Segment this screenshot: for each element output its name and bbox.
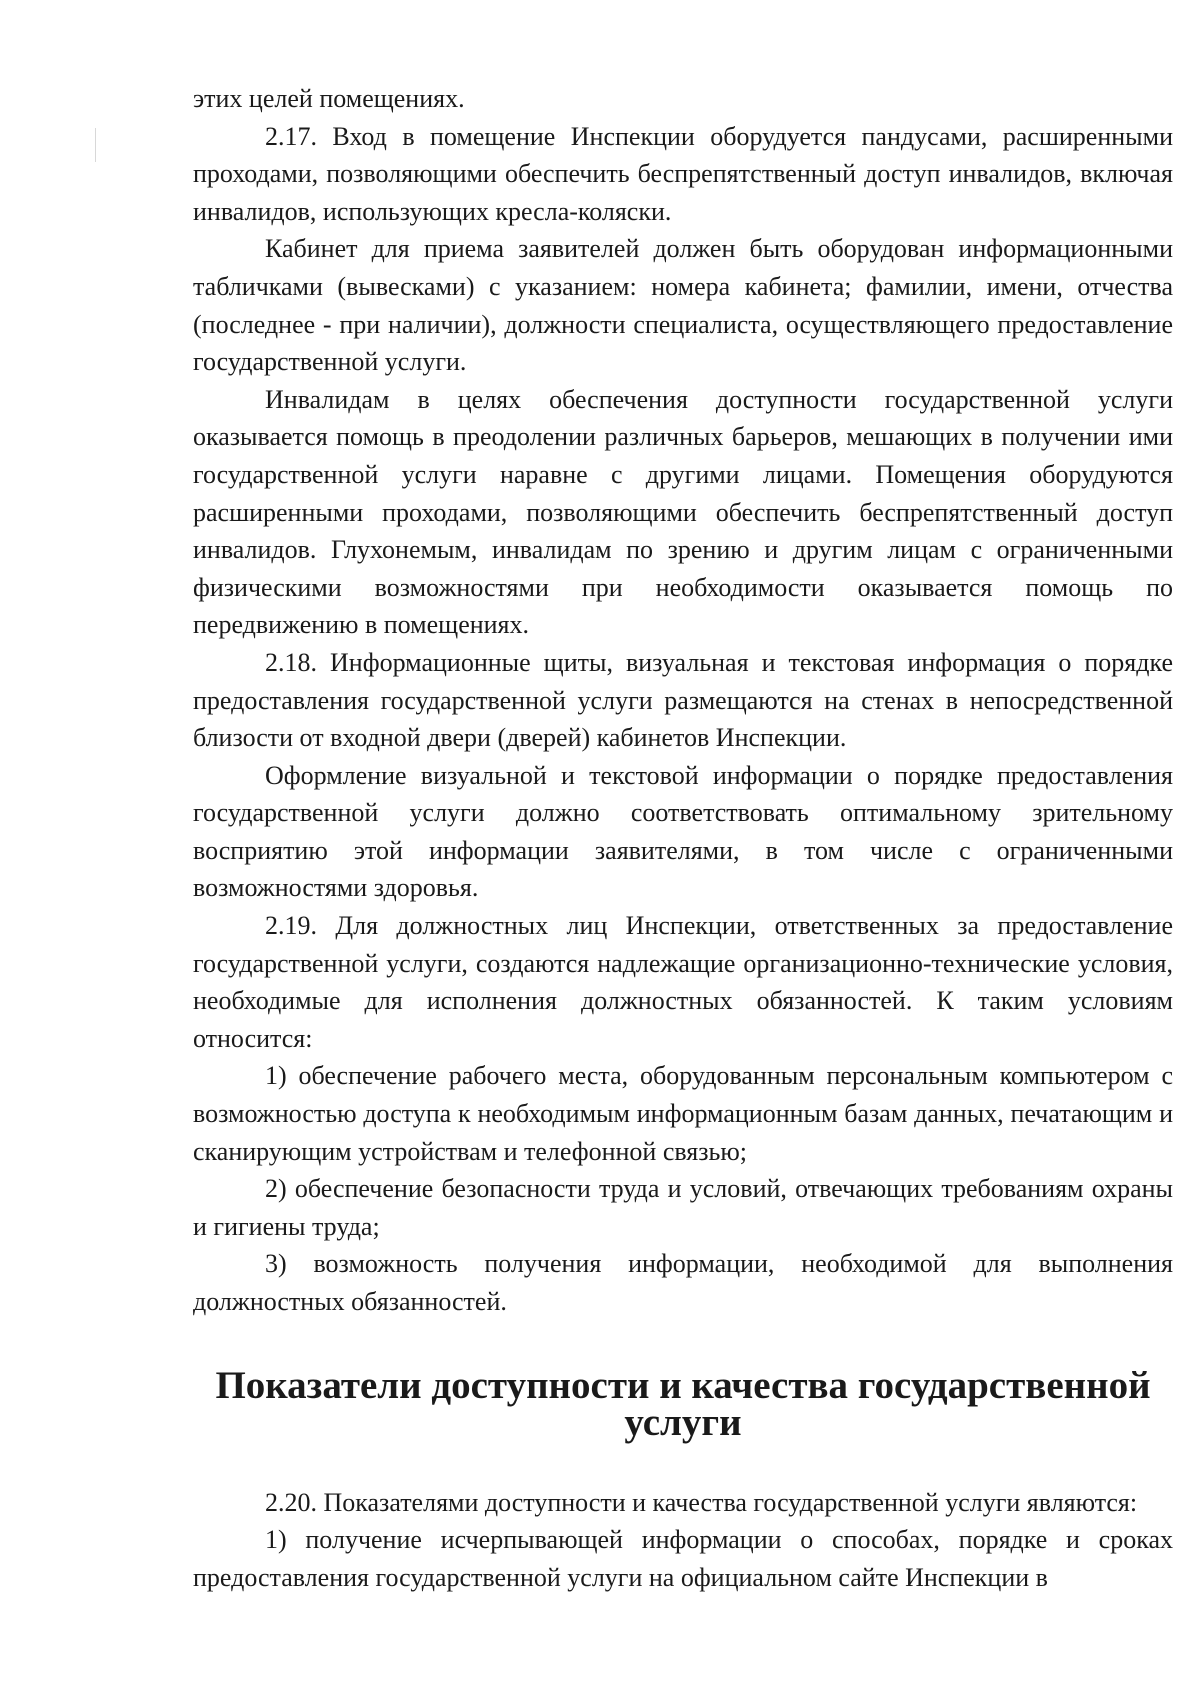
paragraph-continuation: этих целей помещениях. — [193, 84, 465, 113]
paragraph-disabled-assistance: Инвалидам в целях обеспечения доступности государственной услуги оказывается помощь в преодолении различных барьеров, мешающих в получении ими государственной услуги наравне с другими лицами. Помещения оборудуются расширенными проходами, позволяющими обеспечить беспрепятственный доступ инвалидов. Глухонемым, инвалидам по зрению и другим лицам с ограниченными физическими возможностями при необходимости оказывается помощь по передвижению в помещениях. — [193, 384, 1173, 640]
paragraph-2-20: 2.20. Показателями доступности и качества государственной услуги являются: — [265, 1487, 1138, 1517]
section-heading: Показатели доступности и качества государственной услуги — [215, 1363, 1151, 1445]
list-item-3: 3) возможность получения информации, необходимой для выполнения должностных обязанностей. — [193, 1249, 1173, 1316]
scan-margin-mark — [95, 128, 96, 162]
paragraph-2-18: 2.18. Информационные щиты, визуальная и текстовая информация о порядке предоставления государственной услуги размещаются на стенах в непосредственной близости от входной двери (дверей) кабинетов Инспекции. — [193, 647, 1173, 753]
paragraph-office-signage: Кабинет для приема заявителей должен быть оборудован информационными табличками (вывесками) с указанием: номера кабинета; фамилии, имени, отчества (последнее - при наличии), должности специалиста, осуществляющего предоставление государственной услуги. — [193, 234, 1173, 377]
list-item-2: 2) обеспечение безопасности труда и условий, отвечающих требованиям охраны и гигиены труда; — [193, 1174, 1173, 1241]
paragraph-2-17: 2.17. Вход в помещение Инспекции оборудуется пандусами, расширенными проходами, позволяющими обеспечить беспрепятственный доступ инвалидов, включая инвалидов, использующих кресла-коляски. — [193, 121, 1173, 226]
list-item-1: 1) обеспечение рабочего места, оборудованным персональным компьютером с возможностью доступа к необходимым информационным базам данных, печатающим и сканирующим устройствам и телефонной связью; — [193, 1061, 1173, 1166]
paragraph-information-design: Оформление визуальной и текстовой информации о порядке предоставления государственной услуги должно соответствовать оптимальному зрительному восприятию этой информации заявителями, в том числе с ограниченными возможностями здоровья. — [193, 760, 1173, 903]
paragraph-2-19: 2.19. Для должностных лиц Инспекции, ответственных за предоставление государственной услуги, создаются надлежащие организационно-технические условия, необходимые для исполнения должностных обязанностей. К таким условиям относится: — [193, 911, 1173, 1053]
document-body — [193, 80, 1173, 1597]
list-item-1-indicators: 1) получение исчерпывающей информации о способах, порядке и сроках предоставления государственной услуги на официальном сайте Инспекции в — [193, 1525, 1173, 1592]
